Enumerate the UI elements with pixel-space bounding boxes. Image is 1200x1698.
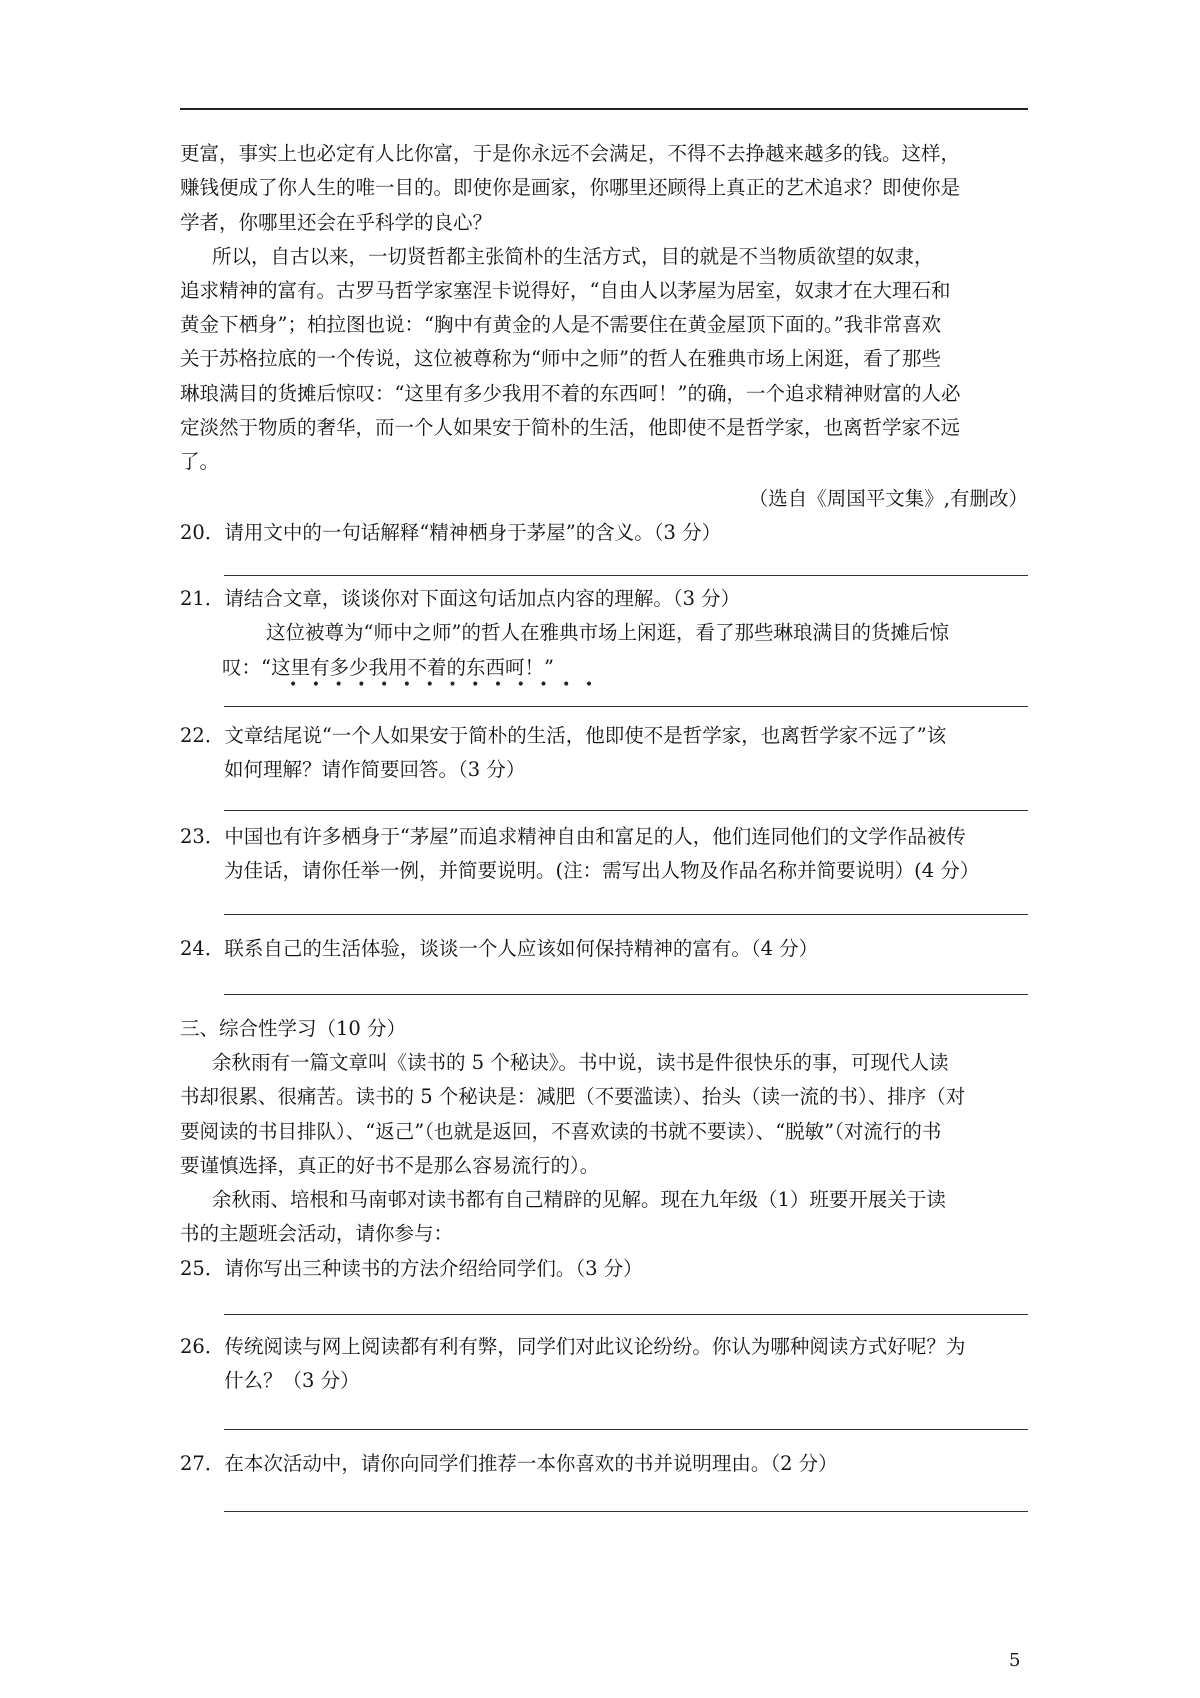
answer-line-20[interactable] <box>224 575 1028 576</box>
emphasized-quote: “这里有多少我用不着的东西呵！” <box>261 656 554 679</box>
passage-line: 学者，你哪里还会在乎科学的良心？ <box>180 211 493 234</box>
passage-line: 黄金下栖身”；柏拉图也说：“胸中有黄金的人是不需要住在黄金屋顶下面的。”我非常喜欢 <box>180 313 942 336</box>
question-25: 25．请你写出三种读书的方法介绍给同学们。（3 分） <box>180 1257 643 1280</box>
question-21-quote: 这位被尊为“师中之师”的哲人在雅典市场上闲逛，看了那些琳琅满目的货摊后惊 <box>266 621 949 644</box>
passage-line: 关于苏格拉底的一个传说，这位被尊称为“师中之师”的哲人在雅典市场上闲逛，看了那些 <box>180 347 941 370</box>
section-intro-line: 要谨慎选择，真正的好书不是那么容易流行的）。 <box>180 1154 600 1177</box>
answer-line-21[interactable] <box>224 706 1028 707</box>
section-intro-line: 余秋雨、培根和马南邨对读书都有自己精辟的见解。现在九年级（1）班要开展关于读 <box>212 1188 946 1211</box>
answer-line-27[interactable] <box>224 1511 1028 1512</box>
question-20: 20．请用文中的一句话解释“精神栖身于茅屋”的含义。（3 分） <box>180 521 722 544</box>
passage-line: 更富，事实上也必定有人比你富，于是你永远不会满足，不得不去挣越来越多的钱。这样， <box>180 142 961 165</box>
section-intro-line: 书却很累、很痛苦。读书的 5 个秘诀是：减肥（不要滥读）、抬头（读一流的书）、排序（对 <box>180 1085 966 1108</box>
passage-line: 追求精神的富有。古罗马哲学家塞涅卡说得好，“自由人以茅屋为居室，奴隶才在大理石和 <box>180 279 951 302</box>
question-21-quote-prefix: 叹： <box>222 656 262 679</box>
section-intro-line: 要阅读的书目排队）、“返己”（也就是返回，不喜欢读的书就不要读）、“脱敏”（对流行的书 <box>180 1120 942 1143</box>
passage-line: 赚钱便成了你人生的唯一目的。即使你是画家，你哪里还顾得上真正的艺术追求？即使你是 <box>180 176 961 199</box>
question-26-cont: 什么？（3 分） <box>224 1369 360 1392</box>
question-21: 21．请结合文章，谈谈你对下面这句话加点内容的理解。（3 分） <box>180 587 741 610</box>
question-21-quote-end <box>222 654 608 693</box>
question-23-cont: 为佳话，请你任举一例，并简要说明。(注：需写出人物及作品名称并简要说明）(4 分） <box>224 859 980 882</box>
section-heading: 三、综合性学习（10 分） <box>180 1017 407 1040</box>
question-24: 24．联系自己的生活体验，谈谈一个人应该如何保持精神的富有。（4 分） <box>180 937 819 960</box>
passage-line: 定淡然于物质的奢华，而一个人如果安于简朴的生活，他即使不是哲学家，也离哲学家不远 <box>180 416 961 439</box>
question-27: 27．在本次活动中，请你向同学们推荐一本你喜欢的书并说明理由。（2 分） <box>180 1452 838 1475</box>
answer-line-22[interactable] <box>224 810 1028 811</box>
passage-line: 了。 <box>180 450 220 473</box>
section-intro-line: 余秋雨有一篇文章叫《读书的 5 个秘诀》。书中说，读书是件很快乐的事，可现代人读 <box>212 1051 949 1074</box>
answer-line-26[interactable] <box>224 1429 1028 1430</box>
emphasized-text <box>261 654 608 693</box>
header-rule <box>180 108 1028 110</box>
section-intro-line: 书的主题班会活动，请你参与： <box>180 1222 454 1245</box>
page-number: 5 <box>1009 1650 1021 1671</box>
question-23: 23．中国也有许多栖身于“茅屋”而追求精神自由和富足的人，他们连同他们的文学作品被传 <box>180 825 966 848</box>
passage-line: 所以，自古以来，一切贤哲都主张简朴的生活方式，目的就是不当物质欲望的奴隶， <box>212 245 934 268</box>
answer-line-24[interactable] <box>224 994 1028 995</box>
passage-line: 琳琅满目的货摊后惊叹：“这里有多少我用不着的东西呵！”的确，一个追求精神财富的人必 <box>180 382 961 405</box>
question-22: 22．文章结尾说“一个人如果安于简朴的生活，他即使不是哲学家，也离哲学家不远了”该 <box>180 724 947 747</box>
question-26: 26．传统阅读与网上阅读都有利有弊，同学们对此议论纷纷。你认为哪种阅读方式好呢？为 <box>180 1335 966 1358</box>
question-22-cont: 如何理解？请作简要回答。（3 分） <box>224 758 526 781</box>
answer-line-23[interactable] <box>224 914 1028 915</box>
emphasis-dots: •••••••••••••• <box>289 677 608 693</box>
answer-line-25[interactable] <box>224 1314 1028 1315</box>
passage-source: （选自《周国平文集》,有删改） <box>748 487 1028 510</box>
